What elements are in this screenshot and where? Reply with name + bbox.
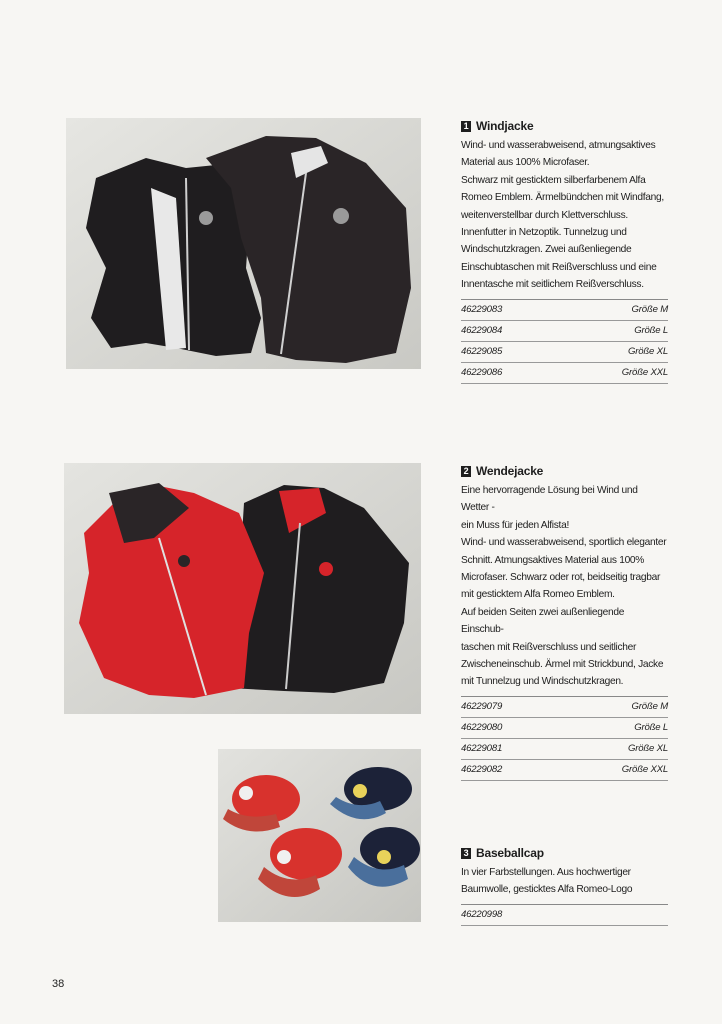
description-line: Microfaser. Schwarz oder rot, beidseitig tragbar bbox=[461, 572, 661, 584]
article-number: 46229080 bbox=[461, 721, 503, 733]
windjacke-image bbox=[66, 118, 421, 369]
description-line: Eine hervorragende Lösung bei Wind und Wetter - bbox=[461, 485, 638, 514]
article-number: 46229081 bbox=[461, 742, 503, 754]
product-description bbox=[461, 137, 668, 294]
size-row bbox=[461, 739, 668, 760]
article-number: 46229085 bbox=[461, 345, 503, 357]
description-line: ein Muss für jeden Alfista! bbox=[461, 519, 569, 531]
description-line: Einschubtaschen mit Reißverschluss und eine bbox=[461, 261, 657, 273]
page-number: 38 bbox=[52, 978, 65, 990]
size-row bbox=[461, 697, 668, 718]
product-number-badge: 3 bbox=[461, 848, 471, 859]
size-table bbox=[461, 696, 668, 781]
size-row bbox=[461, 760, 668, 781]
size-row bbox=[461, 718, 668, 739]
size-table bbox=[461, 904, 668, 926]
size-label: Größe XL bbox=[628, 345, 668, 357]
description-line: Wind- und wasserabweisend, atmungsaktives bbox=[461, 140, 656, 151]
product-description bbox=[461, 482, 668, 691]
size-label: Größe M bbox=[631, 303, 668, 315]
size-table bbox=[461, 299, 668, 384]
description-line: Zwischeneinschub. Ärmel mit Strickbund, Jacke bbox=[461, 659, 664, 671]
product-title bbox=[461, 464, 668, 478]
size-label: Größe XXL bbox=[621, 763, 668, 775]
size-row bbox=[461, 300, 668, 321]
product-description bbox=[461, 864, 668, 899]
article-number: 46229086 bbox=[461, 366, 503, 378]
product-number-badge: 2 bbox=[461, 466, 471, 477]
size-row bbox=[461, 342, 668, 363]
size-row bbox=[461, 905, 668, 926]
size-label: Größe XXL bbox=[621, 366, 668, 378]
description-line: Auf beiden Seiten zwei außenliegende Einschub- bbox=[461, 606, 625, 636]
description-line: mit Tunnelzug und Windschutzkragen. bbox=[461, 676, 624, 688]
product-title bbox=[461, 119, 668, 133]
description-line: Material aus 100% Microfaser. bbox=[461, 157, 590, 169]
description-line: Wind- und wasserabweisend, sportlich eleganter bbox=[461, 537, 667, 549]
product-title-text: Baseballcap bbox=[476, 846, 544, 860]
description-line: Windschutzkragen. Zwei außenliegende bbox=[461, 244, 632, 256]
description-line: Romeo Emblem. Ärmelbündchen mit Windfang, bbox=[461, 192, 664, 204]
size-label: Größe L bbox=[634, 721, 668, 733]
description-line: Baumwolle, gesticktes Alfa Romeo-Logo bbox=[461, 884, 633, 896]
description-line: weitenverstellbar durch Klettverschluss. bbox=[461, 209, 628, 221]
product-wendejacke bbox=[461, 464, 668, 781]
article-number: 46220998 bbox=[461, 908, 503, 920]
baseballcap-photo bbox=[218, 749, 421, 922]
description-line: Schnitt. Atmungsaktives Material aus 100% bbox=[461, 554, 645, 566]
size-row bbox=[461, 321, 668, 342]
size-label: Größe XL bbox=[628, 742, 668, 754]
wendejacke-photo bbox=[64, 463, 421, 714]
size-label: Größe M bbox=[631, 700, 668, 712]
product-windjacke bbox=[461, 119, 668, 384]
description-line: Schwarz mit gesticktem silberfarbenem Alfa bbox=[461, 174, 646, 186]
description-line: Innentasche mit seitlichem Reißverschluss. bbox=[461, 279, 644, 291]
wendejacke-image bbox=[64, 463, 421, 714]
product-number-badge: 1 bbox=[461, 121, 471, 132]
article-number: 46229082 bbox=[461, 763, 503, 775]
description-line: mit gesticktem Alfa Romeo Emblem. bbox=[461, 589, 615, 601]
size-label: Größe L bbox=[634, 324, 668, 336]
description-line: taschen mit Reißverschluss und seitlicher bbox=[461, 641, 637, 653]
product-title-text: Windjacke bbox=[476, 119, 534, 133]
article-number: 46229084 bbox=[461, 324, 503, 336]
product-baseballcap bbox=[461, 846, 668, 926]
product-title bbox=[461, 846, 668, 860]
description-line: In vier Farbstellungen. Aus hochwertiger bbox=[461, 867, 631, 878]
product-title-text: Wendejacke bbox=[476, 464, 544, 478]
size-row bbox=[461, 363, 668, 384]
windjacke-photo bbox=[66, 118, 421, 369]
article-number: 46229079 bbox=[461, 700, 503, 712]
baseballcap-image bbox=[218, 749, 421, 922]
description-line: Innenfutter in Netzoptik. Tunnelzug und bbox=[461, 227, 627, 239]
article-number: 46229083 bbox=[461, 303, 503, 315]
